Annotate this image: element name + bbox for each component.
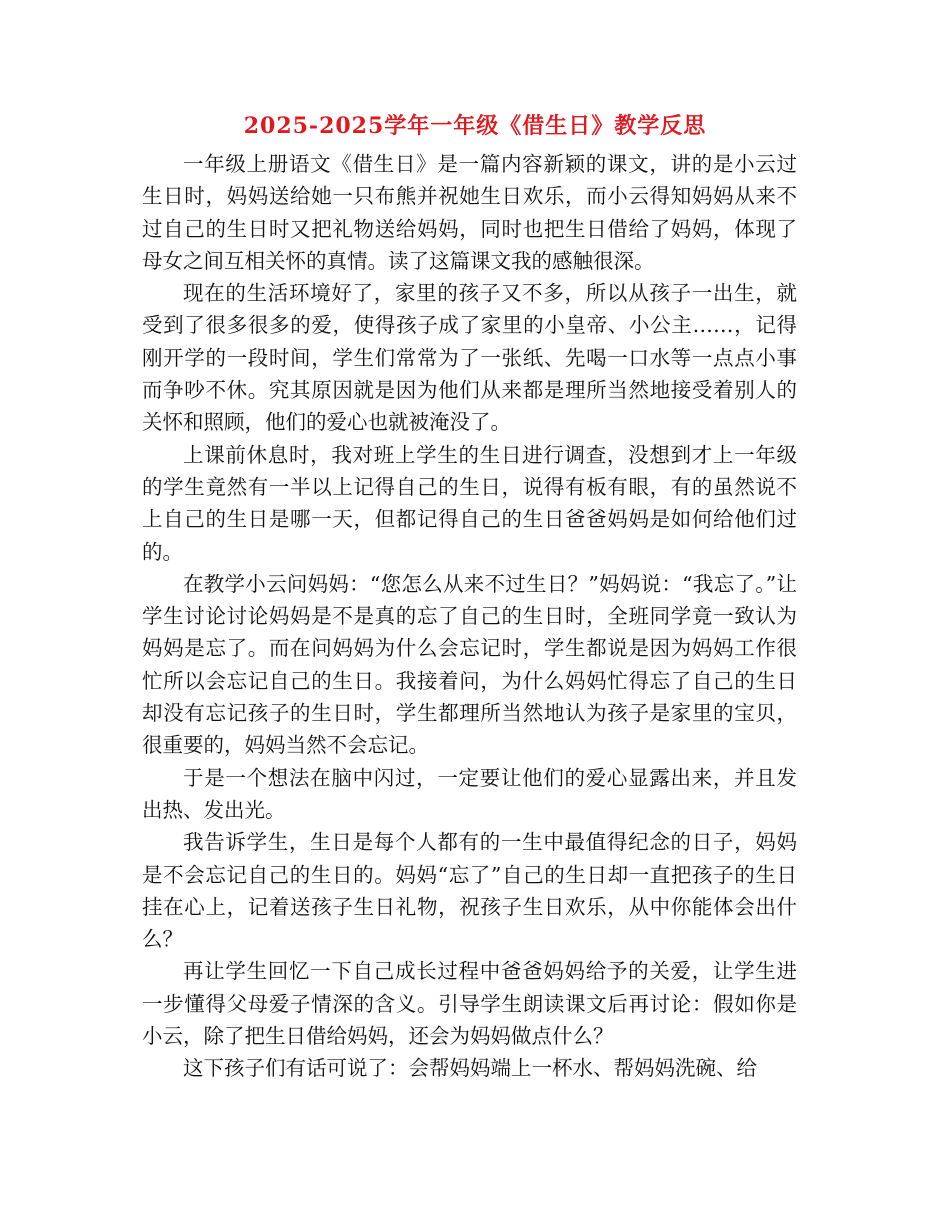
document-title: 2025-2025学年一年级《借生日》教学反思 (243, 113, 707, 139)
paragraph-6: 我告诉学生，生日是每个人都有的一生中最值得纪念的日子，妈妈是不会忘记自己的生日的。妈妈“忘了”自己的生日却一直把孩子的生日挂在心上，记着送孩子生日礼物，祝孩子生日欢乐，从中你能体会出什么？ (142, 830, 797, 952)
paragraph-2: 现在的生活环境好了，家里的孩子又不多，所以从孩子一出生，就受到了很多很多的爱，使得孩子成了家里的小皇帝、小公主……，记得刚开学的一段时间，学生们常常为了一张纸、先喝一口水等一点点小事而争吵不休。究其原因就是因为他们从来都是理所当然地接受着别人的关怀和照顾，他们的爱心也就被淹没了。 (142, 281, 797, 435)
document-body (142, 148, 797, 1085)
paragraph-3: 上课前休息时，我对班上学生的生日进行调查，没想到才上一年级的学生竟然有一半以上记得自己的生日，说得有板有眼，有的虽然说不上自己的生日是哪一天，但都记得自己的生日爸爸妈妈是如何给他们过的。 (142, 442, 797, 564)
paragraph-7: 再让学生回忆一下自己成长过程中爸爸妈妈给予的关爱，让学生进一步懂得父母爱子情深的含义。引导学生朗读课文后再讨论：假如你是小云，除了把生日借给妈妈，还会为妈妈做点什么？ (142, 959, 797, 1049)
paragraph-8: 这下孩子们有话可说了：会帮妈妈端上一杯水、帮妈妈洗碗、给 (183, 1056, 757, 1081)
paragraph-4: 在教学小云问妈妈：“您怎么从来不过生日？”妈妈说：“我忘了。”让学生讨论讨论妈妈是不是真的忘了自己的生日时，全班同学竟一致认为妈妈是忘了。而在问妈妈为什么会忘记时，学生都说是因为妈妈工作很忙所以会忘记自己的生日。我接着问，为什么妈妈忙得忘了自己的生日却没有忘记孩子的生日时，学生都理所当然地认为孩子是家里的宝贝，很重要的，妈妈当然不会忘记。 (142, 571, 797, 758)
paragraph-1: 一年级上册语文《借生日》是一篇内容新颖的课文，讲的是小云过生日时，妈妈送给她一只布熊并祝她生日欢乐，而小云得知妈妈从来不过自己的生日时又把礼物送给妈妈，同时也把生日借给了妈妈，体现了母女之间互相关怀的真情。读了这篇课文我的感触很深。 (142, 152, 797, 273)
paragraph-5: 于是一个想法在脑中闪过，一定要让他们的爱心显露出来，并且发出热、发出光。 (142, 765, 797, 822)
